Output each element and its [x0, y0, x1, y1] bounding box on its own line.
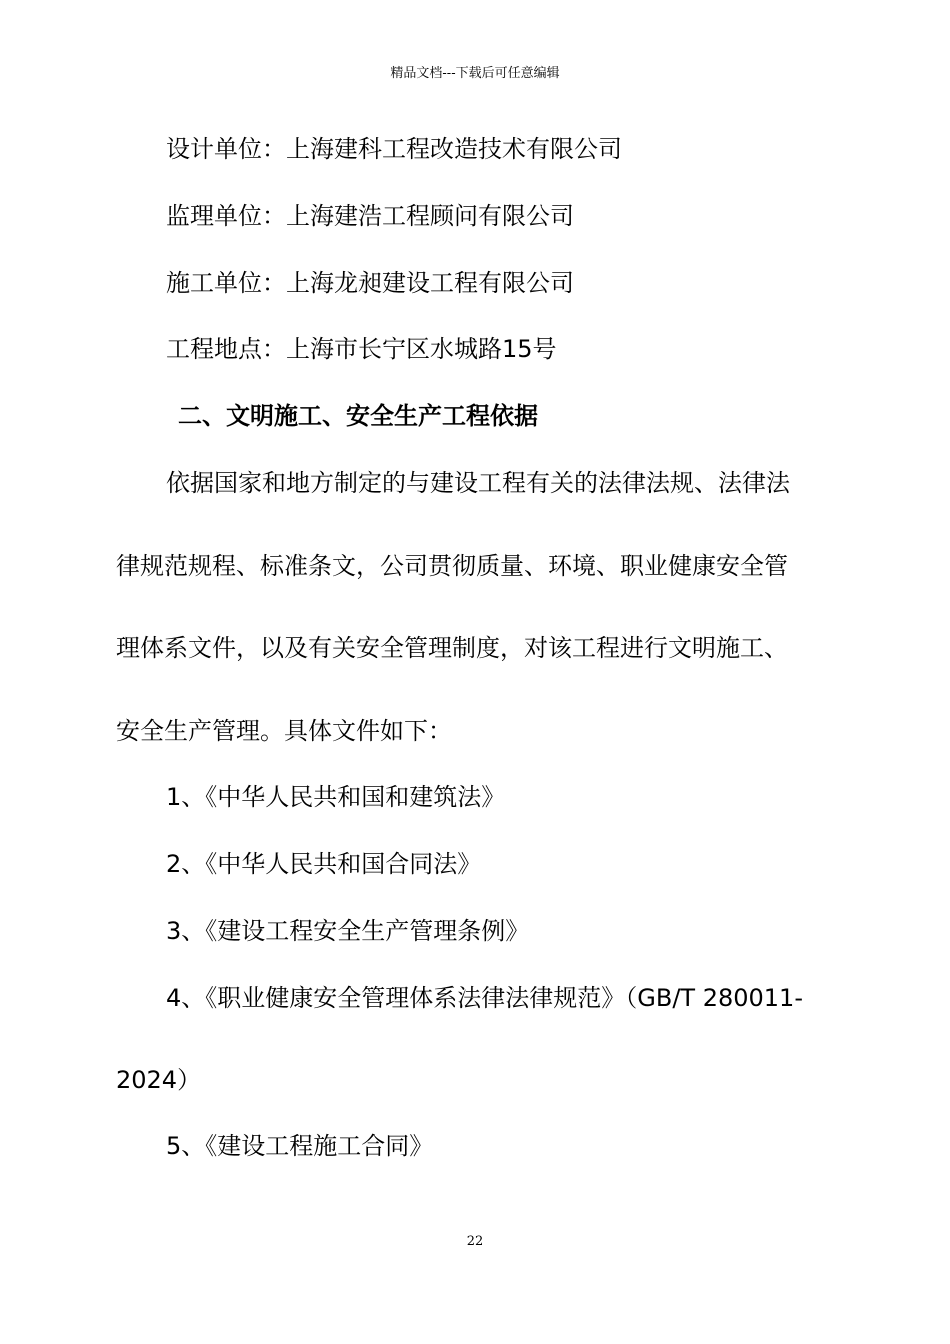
page-header: 精品文档---下载后可任意编辑: [390, 66, 560, 81]
paragraph-line-2: 律规范规程、标准条文，公司贯彻质量、环境、职业健康安全管: [116, 552, 788, 580]
paragraph-line-3: 理体系文件，以及有关安全管理制度，对该工程进行文明施工、: [116, 634, 788, 662]
page-number: 22: [466, 1234, 484, 1249]
supervision-unit-line: 监理单位：上海建浩工程顾问有限公司: [166, 202, 574, 230]
design-unit-line: 设计单位：上海建科工程改造技术有限公司: [166, 135, 622, 163]
list-item: 3、《建设工程安全生产管理条例》: [166, 917, 530, 945]
list-item: 1、《中华人民共和国和建筑法》: [166, 783, 506, 811]
list-item: 2、《中华人民共和国合同法》: [166, 850, 482, 878]
section-heading: 二、文明施工、安全生产工程依据: [178, 402, 538, 430]
list-item: 4、《职业健康安全管理体系法律法律规范》（GB/T 280011-: [166, 984, 803, 1012]
paragraph-line-1: 依据国家和地方制定的与建设工程有关的法律法规、法律法: [166, 469, 790, 497]
list-item: 5、《建设工程施工合同》: [166, 1132, 434, 1160]
construction-unit-line: 施工单位：上海龙昶建设工程有限公司: [166, 269, 574, 297]
paragraph-line-4: 安全生产管理。具体文件如下：: [116, 717, 452, 745]
project-location-line: 工程地点：上海市长宁区水城路15号: [166, 335, 557, 363]
list-item-continuation: 2024）: [116, 1066, 202, 1094]
